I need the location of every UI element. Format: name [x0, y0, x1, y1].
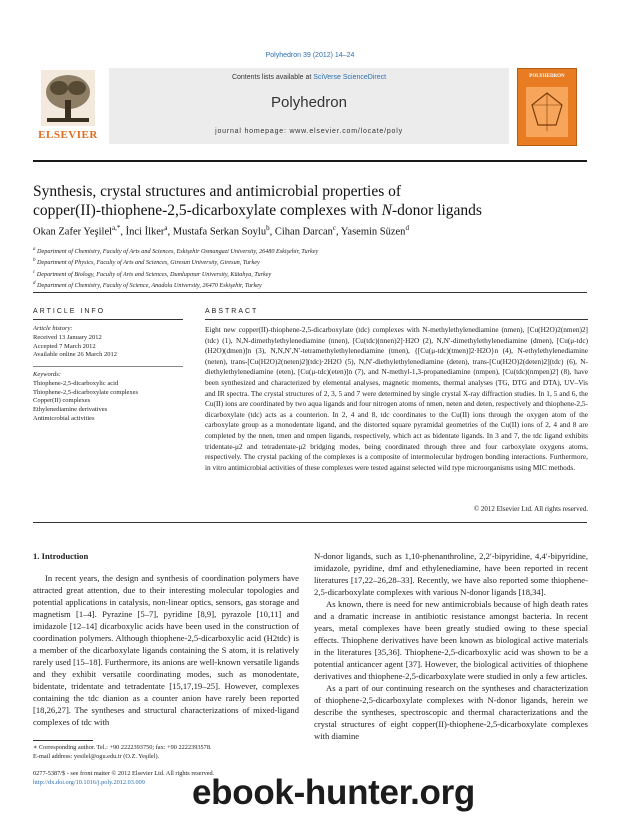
- history-label: Article history:: [33, 325, 73, 332]
- author-sup[interactable]: b: [266, 224, 270, 232]
- author-name[interactable]: Mustafa Serkan Soylu: [172, 226, 267, 238]
- journal-citation[interactable]: Polyhedron 39 (2012) 14–24: [265, 52, 355, 59]
- cover-title: POLYHEDRON: [529, 74, 565, 79]
- intro-paragraph-1: In recent years, the design and synthesis of coordination polymers have attracted great attention, due to their interesting molecular topologies and potential applications in catalysis, non-linear optics, sensors, gas storage and magnetism [1–4]. Pyrazine [5–7], pyridine [8,9], pyrazole [10,11] and imidazole [12–14] dicarboxylic acids have been used in the construction of coordination polymers. Although thiophene-2,5-dicarboxylic acid (H2tdc) is a member of the dicarboxylate ligands containing the S atom, it is relatively rarely used [15–18]. Furthermore, its anions are well-known versatile ligands and they exhibit versatile coordinating modes, such as monodentate, bidentate, tridentate and tetradentate [15,17,19–25]. However, complexes containing the tdc dianion as a counter anion have rarely been reported [18,26,27]. The syntheses and structural characterizations of mixed-ligand complexes of tdc with: [33, 573, 299, 727]
- abstract-rule: [205, 319, 588, 320]
- history-rule: [33, 366, 183, 367]
- keywords-label: Keywords:: [33, 371, 61, 378]
- affiliation-text: Department of Chemistry, Faculty of Science, Anadolu University, 26470 Eskişehir, Turkey: [37, 282, 262, 290]
- accepted-date: Accepted 7 March 2012: [33, 342, 96, 350]
- abstract-text: Eight new copper(II)-thiophene-2,5-dicarboxylate (tdc) complexes with N-methylethylenediamine (nmen), [Cu(H2O)2(nmen)2](tdc) (1), N,N-dimethylethylenediamine (nnen), [Cu(tdc)(nnen)2]·H2O (2), N,N′-dimethylethylenediamine (dmen), [Cu(μ-tdc)(H2O)(dmen)]n (3), N,N,N′,N′-tetramethylethylenediamine (tmen), {[Cu(μ-tdc)(tmen)]2·H2O}n (4), N-ethylethylenediamine (neten), trans-[Cu(H2O)2(neten)2](tdc)·2H2O (5), N,N′-diethylethylenediamine (deten), trans-[Cu(H2O)2(deten)2](tdc) (6), N-diethylethylenediamine (eten), [Cu(μ-tdc)(eten)]n (7), and N-methyl-1,3-propanediamine (nmpen), [Cu(tdc)(nmpen)2] (8), have been synthesized and characterized by elemental analyses, magnetic moments, thermal analyses (TG, DTG and DTA), UV–Vis and IR spectra. The crystal structures of 2, 3, 5 and 7 were determined by single crystal X-ray diffraction studies. In 1, 5 and 6, the Cu(II) ions are coordinated by two aqua ligands and four nitrogen atoms of nmen, neten and deten, respectively and thiophene-2,5-dicarboxylate (tdc) acts as a counterion. In 2, 4 and 8, tdc coordinates to the Cu(II) ions through the oxygen atom of the carboxylate group as a monodentate ligand, and the distorted square pyramidal geometries of the Cu(II) ions of 2, 4 and 8 are completed by the nnen, tmen and nmpen ligands, respectively, which act as bidentate ligands. In 3 and 7, the tdc ligand exhibits tridentate-μ2 and tetradentate-μ2 bridging modes, being coordinated through three and four carboxylate oxygens atoms, respectively. The crystal packing of the complexes is a composite of intermolecular hydrogen bonding interactions. Furthermore, in vitro antimicrobial activities of these complexes were tested against selected wild type microorganisms using MIC methods.: [205, 325, 588, 472]
- article-title: [33, 182, 593, 220]
- title-line-2b: -donor ligands: [391, 202, 482, 219]
- article-info-rule: [33, 319, 183, 320]
- affiliation-rule: [33, 292, 587, 293]
- intro-paragraph-2: N-donor ligands, such as 1,10-phenanthroline, 2,2′-bipyridine, 4,4′-bipyridine, imidazole, pyridine, dmf and ethylenediamine, have been reported in recent literatures [17,22–26,28–33]. Recently, we have also reported some thiophene-2,5-dicarboxylate complexes with various N-donor ligands [18,34].: [314, 551, 588, 597]
- author-name[interactable]: Okan Zafer Yeşilel: [33, 226, 113, 238]
- contents-line: [109, 74, 509, 81]
- publisher-wordmark: ELSEVIER: [38, 129, 98, 141]
- front-matter-line: 0277-5387/$ - see front matter © 2012 Elsevier Ltd. All rights reserved.: [33, 770, 215, 777]
- watermark: ebook-hunter.org: [192, 773, 475, 812]
- intro-paragraph-3: As known, there is need for new antimicrobials because of high death rates and a dramatic increase in antibiotic resistance amongst bacteria. In recent years, metal complexes have been greatly studied owing to these special effects. Thiophene derivatives have been known as biological active materials in the literatures [35,36]. Thiophene-2,5-dicarboxylic acid was shown to be a potential anticancer agent [37]. However, the biological activities of thiophene derivatives and thiophene-2,5-dicarboxylate were studied in only a few articles.: [314, 599, 588, 681]
- journal-banner: [33, 68, 595, 146]
- author-name[interactable]: İnci İlker: [125, 226, 165, 238]
- elsevier-tree-icon: [41, 70, 95, 126]
- affiliation-text: Department of Biology, Faculty of Arts and Sciences, Dumlupınar University, Kütahya, Turkey: [36, 270, 272, 278]
- right-column: [314, 550, 588, 742]
- affiliation-item: [33, 279, 593, 290]
- journal-homepage[interactable]: journal homepage: www.elsevier.com/locate/poly: [215, 128, 403, 135]
- journal-cover-thumbnail[interactable]: [517, 68, 577, 146]
- author-sup[interactable]: a: [164, 224, 168, 232]
- online-date: Available online 26 March 2012: [33, 351, 117, 359]
- header-rule: [33, 160, 587, 162]
- article-info-heading: ARTICLE INFO: [33, 308, 106, 315]
- author-sup[interactable]: d: [405, 224, 409, 232]
- affiliations: [33, 245, 593, 290]
- contents-prefix: Contents lists available at: [231, 74, 314, 81]
- keyword-item: Ethylenediamine derivatives: [33, 406, 108, 414]
- author-name[interactable]: Yasemin Süzen: [340, 226, 406, 238]
- abstract-bottom-rule: [33, 522, 587, 523]
- affiliation-sup: a: [33, 247, 36, 252]
- author-sup[interactable]: a,*: [112, 224, 121, 232]
- affiliation-sup: b: [33, 258, 36, 264]
- affiliation-text: Department of Chemistry, Faculty of Arts and Sciences, Eskişehir Osmangazi University, 26480 Eskişehir, Turkey: [37, 248, 319, 256]
- sciencedirect-link[interactable]: SciVerse ScienceDirect: [313, 74, 387, 81]
- affiliation-item: [33, 245, 593, 256]
- title-line-1: Synthesis, crystal structures and antimicrobial properties of: [33, 183, 402, 200]
- title-line-2-italic: N: [381, 202, 392, 219]
- journal-name: Polyhedron: [271, 94, 347, 111]
- section-heading: 1. Introduction: [33, 551, 89, 561]
- footnote-separator: [33, 740, 93, 741]
- abstract-heading: ABSTRACT: [205, 308, 259, 315]
- affiliation-sup: d: [33, 281, 36, 287]
- keywords-block: [33, 371, 183, 424]
- author-list: Okan Zafer Yeşilel$^{a,*}$, İnci İlker$^a$, Mustafa Serkan Soylu$^b$, Cihan Darcan$^c$, Yasemin Süzen$^d$: [33, 224, 409, 238]
- keyword-item: Antimicrobial activities: [33, 414, 95, 422]
- keyword-item: Thiophene-2,5-dicarboxylate complexes: [33, 388, 139, 396]
- keyword-item: Thiophene-2,5-dicarboxylic acid: [33, 379, 119, 387]
- journal-header-box: [109, 68, 509, 144]
- intro-paragraph-4: As a part of our continuing research on the syntheses and characterization of thiophene-2,5-dicarboxylate complexes with N-donor ligands, herein we describe the syntheses, spectroscopic and thermal characterizations and the crystal structures of eight copper(II)-thiophene-2,5-dicarboxylate complexes with diamine: [314, 683, 588, 741]
- doi-link[interactable]: http://dx.doi.org/10.1016/j.poly.2012.03.009: [33, 778, 145, 786]
- affiliation-text: Department of Physics, Faculty of Arts and Sciences, Giresun University, Giresun, Turkey: [37, 259, 260, 267]
- author-email[interactable]: E-mail address: yesilel@ogu.edu.tr (O.Z. Yeşilel).: [33, 752, 160, 760]
- left-column: [33, 550, 299, 728]
- received-date: Received 13 January 2012: [33, 333, 102, 341]
- title-line-2a: copper(II)-thiophene-2,5-dicarboxylate complexes with: [33, 202, 382, 219]
- cover-art-icon: [526, 87, 568, 137]
- footnote: [33, 740, 293, 761]
- affiliation-item: [33, 256, 593, 267]
- author-sup[interactable]: c: [332, 224, 336, 232]
- author-name[interactable]: Cihan Darcan: [274, 226, 333, 238]
- affiliation-sup: c: [33, 269, 36, 275]
- affiliation-item: [33, 268, 593, 279]
- elsevier-logo: [33, 68, 103, 146]
- corresponding-author: ∗ Corresponding author. Tel.: +90 2222393750; fax: +90 2222393578.: [33, 744, 212, 751]
- abstract-copyright: © 2012 Elsevier Ltd. All rights reserved.: [473, 505, 588, 513]
- article-history: [33, 325, 183, 360]
- keyword-item: Copper(II) complexes: [33, 397, 91, 405]
